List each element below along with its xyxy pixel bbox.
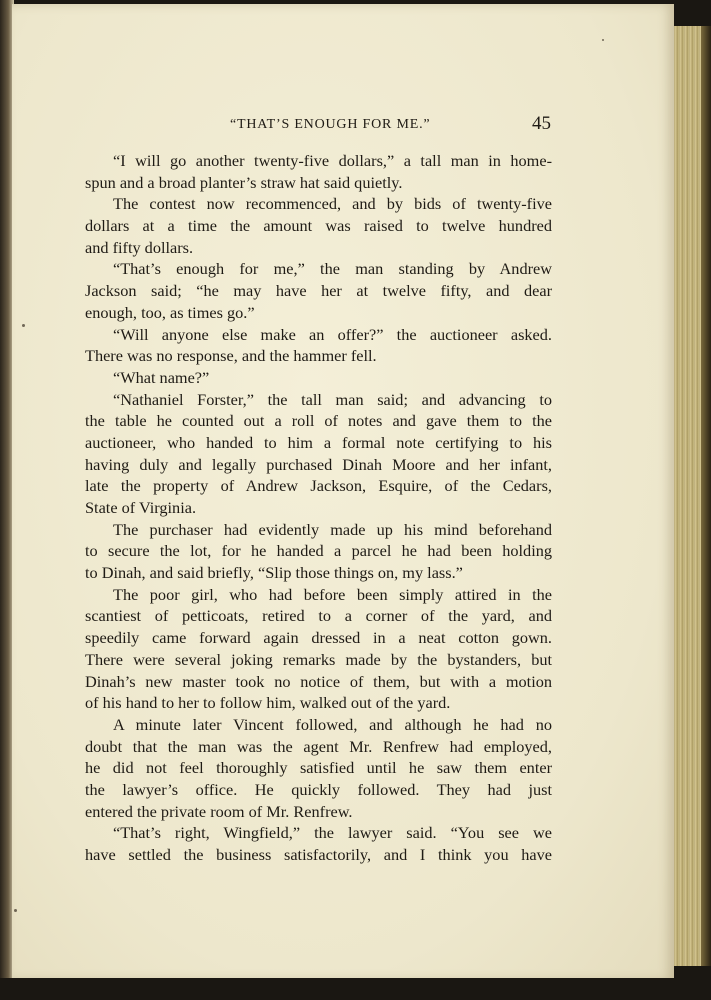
text-line: and fifty dollars.: [85, 237, 194, 257]
text-line: auctioneer, who handed to him a formal note certifying to his: [85, 432, 552, 452]
text-line: There was no response, and the hammer fell.: [85, 346, 377, 366]
ink-speck: [14, 909, 17, 912]
text-line: enough, too, as times go.”: [85, 302, 255, 322]
text-line: the lawyer’s office. He quickly followed. They had just: [85, 779, 552, 799]
ink-speck: [602, 39, 604, 41]
text-line: Jackson said; “he may have her at twelve fifty, and dear: [85, 281, 552, 301]
text-line: having duly and legally purchased Dinah Moore and her infant,: [85, 454, 552, 474]
text-line: There were several joking remarks made by the bystanders, but: [85, 649, 552, 669]
text-line: to Dinah, and said briefly, “Slip those things on, my lass.”: [85, 563, 463, 583]
text-line: The poor girl, who had before been simply attired in the: [113, 584, 552, 604]
text-line: A minute later Vincent followed, and although he had no: [113, 714, 552, 734]
text-line: scantiest of petticoats, retired to a corner of the yard, and: [85, 606, 552, 626]
text-line: doubt that the man was the agent Mr. Renfrew had employed,: [85, 736, 552, 756]
text-line: the table he counted out a roll of notes and gave them to the: [85, 411, 552, 431]
text-line: spun and a broad planter’s straw hat said quietly.: [85, 172, 403, 192]
text-line: speedily came forward again dressed in a neat cotton gown.: [85, 628, 552, 648]
text-line: of his hand to her to follow him, walked out of the yard.: [85, 693, 451, 713]
text-line: “That’s enough for me,” the man standing by Andrew: [113, 259, 552, 279]
text-line: late the property of Andrew Jackson, Esquire, of the Cedars,: [85, 476, 552, 496]
page-number: 45: [532, 113, 551, 134]
text-line: dollars at a time the amount was raised to twelve hundred: [85, 216, 552, 236]
text-line: The contest now recommenced, and by bids of twenty-five: [113, 194, 552, 214]
text-line: Dinah’s new master took no notice of them, but with a motion: [85, 671, 552, 691]
book-page: [12, 4, 674, 980]
ink-speck: [22, 324, 25, 327]
body-text: [85, 150, 552, 866]
text-line: “Nathaniel Forster,” the tall man said; and advancing to: [113, 389, 552, 409]
text-line: The purchaser had evidently made up his mind beforehand: [113, 519, 552, 539]
text-line: to secure the lot, for he handed a parcel he had been holding: [85, 541, 552, 561]
text-line: have settled the business satisfactorily, and I think you have: [85, 845, 552, 864]
scan-bottom-shadow: [0, 978, 711, 1000]
text-line: State of Virginia.: [85, 498, 197, 517]
page-header: [12, 113, 674, 141]
running-head: “THAT’S ENOUGH FOR ME.”: [230, 117, 431, 132]
text-line: he did not feel thoroughly satisfied until he saw them enter: [85, 758, 552, 778]
text-line: “Will anyone else make an offer?” the auctioneer asked.: [113, 324, 552, 344]
text-line: entered the private room of Mr. Renfrew.: [85, 801, 353, 821]
text-line: “I will go another twenty-five dollars,” a tall man in home-: [113, 151, 552, 170]
text-line: “That’s right, Wingfield,” the lawyer said. “You see we: [113, 823, 552, 843]
page-stack-edges: [674, 26, 711, 966]
text-line: “What name?”: [113, 367, 210, 387]
